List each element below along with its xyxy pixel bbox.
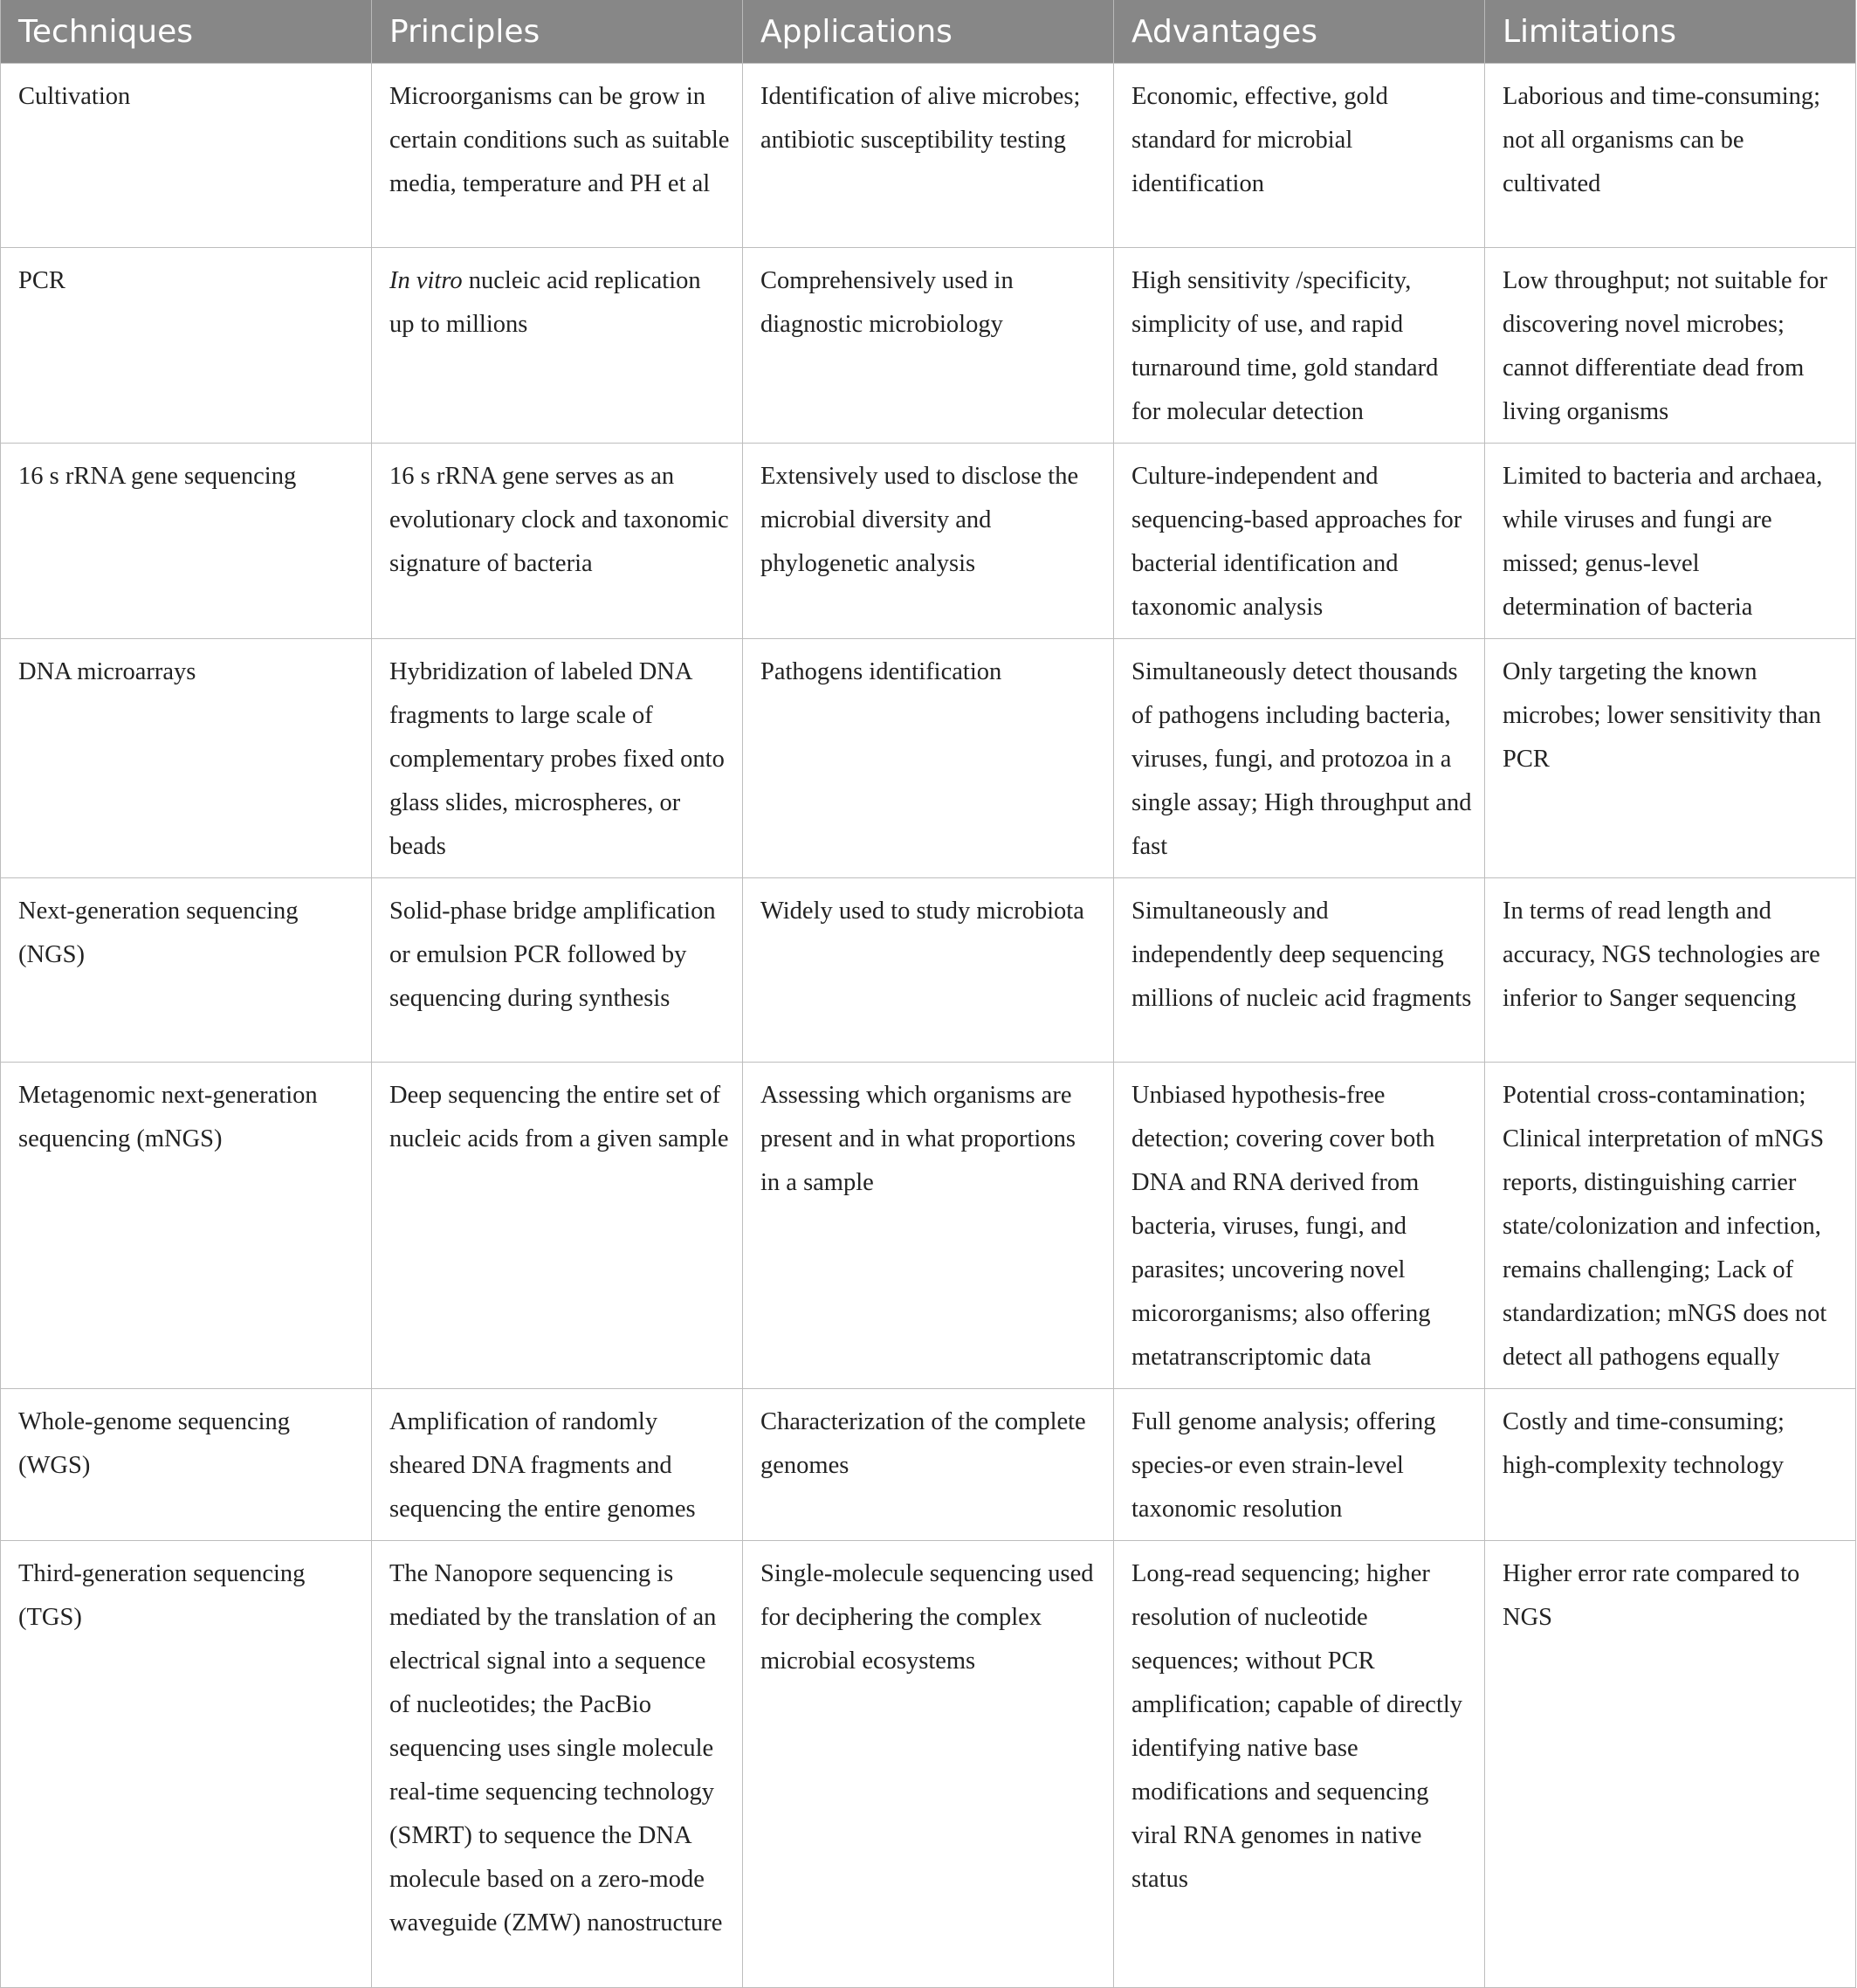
cell-principles: Microorganisms can be grow in certain conditions such as suitable media, temperature and PH et al	[372, 64, 743, 248]
table-row	[1, 64, 1856, 248]
header-techniques: Techniques	[1, 0, 372, 64]
table-row	[1, 1541, 1856, 1988]
table-row	[1, 248, 1856, 444]
table-row	[1, 878, 1856, 1063]
principles-italic-text: In vitro	[389, 267, 463, 294]
cell-applications: Extensively used to disclose the microbial diversity and phylogenetic analysis	[743, 444, 1114, 639]
cell-principles: 16 s rRNA gene serves as an evolutionary clock and taxonomic signature of bacteria	[372, 444, 743, 639]
cell-principles: Solid-phase bridge amplification or emulsion PCR followed by sequencing during synthesis	[372, 878, 743, 1063]
cell-limitations: Costly and time-consuming; high-complexity technology	[1485, 1389, 1856, 1541]
header-applications: Applications	[743, 0, 1114, 64]
header-limitations: Limitations	[1485, 0, 1856, 64]
cell-limitations: Higher error rate compared to NGS	[1485, 1541, 1856, 1988]
table-body	[1, 64, 1856, 1988]
cell-technique: PCR	[1, 248, 372, 444]
cell-applications: Single-molecule sequencing used for deciphering the complex microbial ecosystems	[743, 1541, 1114, 1988]
cell-applications: Widely used to study microbiota	[743, 878, 1114, 1063]
cell-advantages: High sensitivity /specificity, simplicity of use, and rapid turnaround time, gold standard for molecular detection	[1114, 248, 1485, 444]
table-row	[1, 1389, 1856, 1541]
cell-applications: Assessing which organisms are present and in what proportions in a sample	[743, 1063, 1114, 1389]
cell-applications: Comprehensively used in diagnostic microbiology	[743, 248, 1114, 444]
header-row	[1, 0, 1856, 64]
cell-limitations: In terms of read length and accuracy, NGS technologies are inferior to Sanger sequencing	[1485, 878, 1856, 1063]
cell-advantages: Simultaneously and independently deep sequencing millions of nucleic acid fragments	[1114, 878, 1485, 1063]
cell-advantages: Simultaneously detect thousands of pathogens including bacteria, viruses, fungi, and protozoa in a single assay; High throughput and fast	[1114, 639, 1485, 878]
cell-technique: 16 s rRNA gene sequencing	[1, 444, 372, 639]
cell-principles: Deep sequencing the entire set of nucleic acids from a given sample	[372, 1063, 743, 1389]
cell-advantages: Full genome analysis; offering species-or even strain-level taxonomic resolution	[1114, 1389, 1485, 1541]
cell-technique: Next-generation sequencing (NGS)	[1, 878, 372, 1063]
cell-limitations: Only targeting the known microbes; lower sensitivity than PCR	[1485, 639, 1856, 878]
cell-principles: Amplification of randomly sheared DNA fragments and sequencing the entire genomes	[372, 1389, 743, 1541]
cell-advantages: Unbiased hypothesis-free detection; covering cover both DNA and RNA derived from bacteria, viruses, fungi, and parasites; uncovering novel micororganisms; also offering metatranscriptomic data	[1114, 1063, 1485, 1389]
table-row	[1, 639, 1856, 878]
cell-principles: The Nanopore sequencing is mediated by the translation of an electrical signal into a sequence of nucleotides; the PacBio sequencing uses single molecule real-time sequencing technology (SMRT) to sequence the DNA molecule based on a zero-mode waveguide (ZMW) nanostructure	[372, 1541, 743, 1988]
cell-advantages: Economic, effective, gold standard for microbial identification	[1114, 64, 1485, 248]
cell-limitations: Laborious and time-consuming; not all organisms can be cultivated	[1485, 64, 1856, 248]
cell-limitations: Potential cross-contamination; Clinical interpretation of mNGS reports, distinguishing carrier state/colonization and infection, remains challenging; Lack of standardization; mNGS does not detect all pathogens equally	[1485, 1063, 1856, 1389]
cell-applications: Identification of alive microbes; antibiotic susceptibility testing	[743, 64, 1114, 248]
cell-applications: Pathogens identification	[743, 639, 1114, 878]
cell-technique: Whole-genome sequencing (WGS)	[1, 1389, 372, 1541]
principles-text: nucleic acid replication up to millions	[389, 267, 701, 338]
cell-limitations: Limited to bacteria and archaea, while viruses and fungi are missed; genus-level determination of bacteria	[1485, 444, 1856, 639]
cell-advantages: Long-read sequencing; higher resolution of nucleotide sequences; without PCR amplification; capable of directly identifying native base modifications and sequencing viral RNA genomes in native status	[1114, 1541, 1485, 1988]
cell-advantages: Culture-independent and sequencing-based approaches for bacterial identification and taxonomic analysis	[1114, 444, 1485, 639]
cell-technique: Metagenomic next-generation sequencing (mNGS)	[1, 1063, 372, 1389]
header-principles: Principles	[372, 0, 743, 64]
table-row	[1, 1063, 1856, 1389]
cell-technique: Cultivation	[1, 64, 372, 248]
table-header	[1, 0, 1856, 64]
cell-principles: Hybridization of labeled DNA fragments to large scale of complementary probes fixed onto glass slides, microspheres, or beads	[372, 639, 743, 878]
table-row	[1, 444, 1856, 639]
cell-applications: Characterization of the complete genomes	[743, 1389, 1114, 1541]
cell-limitations: Low throughput; not suitable for discovering novel microbes; cannot differentiate dead from living organisms	[1485, 248, 1856, 444]
cell-technique: Third-generation sequencing (TGS)	[1, 1541, 372, 1988]
header-advantages: Advantages	[1114, 0, 1485, 64]
cell-technique: DNA microarrays	[1, 639, 372, 878]
cell-principles	[372, 248, 743, 444]
